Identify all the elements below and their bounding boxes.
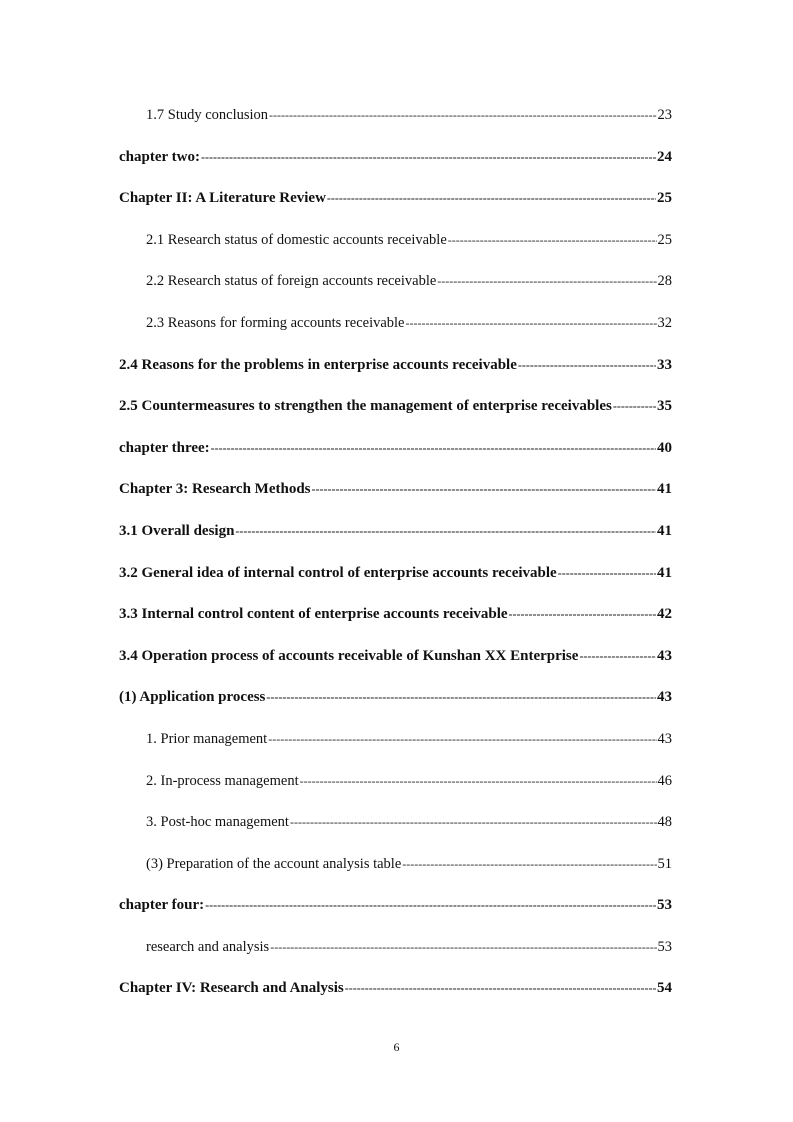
toc-entry-page-number: 23 <box>657 107 672 123</box>
toc-dot-leader <box>579 644 656 668</box>
toc-entry-page-number: 43 <box>657 647 672 664</box>
toc-dot-leader <box>269 103 656 127</box>
toc-entry-title: 3. Post-hoc management <box>146 814 289 831</box>
toc-dot-leader <box>268 727 656 751</box>
toc-entry <box>119 436 672 478</box>
table-of-contents <box>119 103 672 1018</box>
page-number: 6 <box>393 1040 400 1054</box>
toc-entry <box>119 893 672 935</box>
toc-dot-leader <box>235 519 656 543</box>
toc-entry-title: 3.4 Operation process of accounts receivable of Kunshan XX Enterprise <box>119 647 579 664</box>
toc-entry-page-number: 28 <box>657 273 672 290</box>
toc-entry-title: chapter three: <box>119 439 210 456</box>
toc-entry <box>119 477 672 519</box>
toc-entry-page-number: 35 <box>657 398 672 415</box>
toc-entry-page-number: 53 <box>657 938 672 955</box>
toc-entry-title: 2. In-process management <box>146 772 299 789</box>
toc-entry <box>119 852 672 894</box>
toc-entry-page-number: 41 <box>657 481 672 498</box>
toc-dot-leader <box>312 477 656 501</box>
toc-entry <box>119 186 672 228</box>
toc-entry <box>119 311 672 353</box>
toc-entry-title: 1. Prior management <box>146 730 268 747</box>
toc-entry <box>119 602 672 644</box>
toc-entry-page-number: 41 <box>657 522 672 539</box>
toc-dot-leader <box>300 769 657 793</box>
toc-entry-page-number: 32 <box>657 314 672 331</box>
toc-entry-title: Chapter 3: Research Methods <box>119 481 311 498</box>
toc-entry-page-number: 43 <box>657 730 672 747</box>
toc-dot-leader <box>270 935 656 959</box>
toc-dot-leader <box>402 852 656 876</box>
toc-entry <box>119 103 672 145</box>
toc-entry <box>119 145 672 187</box>
toc-dot-leader <box>437 269 656 293</box>
toc-entry-title: 3.1 Overall design <box>119 522 235 539</box>
toc-entry <box>119 810 672 852</box>
toc-dot-leader <box>406 311 657 335</box>
toc-entry-page-number: 25 <box>657 231 672 248</box>
toc-entry <box>119 353 672 395</box>
toc-entry-page-number: 54 <box>657 980 672 997</box>
toc-entry-title: chapter four: <box>119 897 205 914</box>
toc-entry-page-number: 51 <box>657 855 672 872</box>
toc-entry-title: 2.1 Research status of domestic accounts receivable <box>146 231 447 248</box>
toc-entry <box>119 685 672 727</box>
toc-entry-title: 2.5 Countermeasures to strengthen the management of enterprise receivables <box>119 398 612 415</box>
toc-entry <box>119 228 672 270</box>
toc-dot-leader <box>558 561 656 585</box>
toc-entry-title: research and analysis <box>146 938 270 955</box>
toc-entry-title: Chapter II: A Literature Review <box>119 190 326 207</box>
toc-entry-title: 2.4 Reasons for the problems in enterprise accounts receivable <box>119 356 517 373</box>
toc-entry <box>119 976 672 1018</box>
toc-dot-leader <box>290 810 657 834</box>
toc-entry <box>119 561 672 603</box>
toc-dot-leader <box>345 976 656 1000</box>
toc-entry <box>119 644 672 686</box>
toc-entry-title: 3.2 General idea of internal control of enterprise accounts receivable <box>119 564 557 581</box>
toc-entry-title: chapter two: <box>119 148 200 165</box>
toc-dot-leader <box>266 685 656 709</box>
toc-entry-title: (3) Preparation of the account analysis table <box>146 855 402 872</box>
toc-entry <box>119 727 672 769</box>
toc-dot-leader <box>211 436 656 460</box>
toc-dot-leader <box>509 602 656 626</box>
toc-dot-leader <box>613 394 656 418</box>
toc-entry <box>119 769 672 811</box>
toc-dot-leader <box>201 145 656 169</box>
toc-entry-title: 2.3 Reasons for forming accounts receivable <box>146 314 405 331</box>
toc-entry-page-number: 33 <box>657 356 672 373</box>
toc-dot-leader <box>448 228 657 252</box>
toc-entry-page-number: 46 <box>657 772 672 789</box>
toc-entry <box>119 394 672 436</box>
toc-dot-leader <box>205 893 656 917</box>
toc-entry-page-number: 24 <box>657 148 672 165</box>
toc-dot-leader <box>327 186 656 210</box>
toc-dot-leader <box>518 353 656 377</box>
toc-entry <box>119 519 672 561</box>
toc-entry-page-number: 42 <box>657 606 672 623</box>
toc-entry <box>119 269 672 311</box>
toc-entry-page-number: 53 <box>657 897 672 914</box>
toc-entry-page-number: 41 <box>657 564 672 581</box>
toc-entry-page-number: 48 <box>657 814 672 831</box>
toc-entry-title: (1) Application process <box>119 689 266 706</box>
toc-entry <box>119 935 672 977</box>
toc-entry-page-number: 43 <box>657 689 672 706</box>
toc-entry-title: Chapter IV: Research and Analysis <box>119 980 344 997</box>
toc-entry-page-number: 25 <box>657 190 672 207</box>
toc-entry-title: 2.2 Research status of foreign accounts receivable <box>146 273 437 290</box>
toc-entry-title: 1.7 Study conclusion <box>146 107 269 123</box>
toc-entry-title: 3.3 Internal control content of enterprise accounts receivable <box>119 606 508 623</box>
toc-entry-page-number: 40 <box>657 439 672 456</box>
